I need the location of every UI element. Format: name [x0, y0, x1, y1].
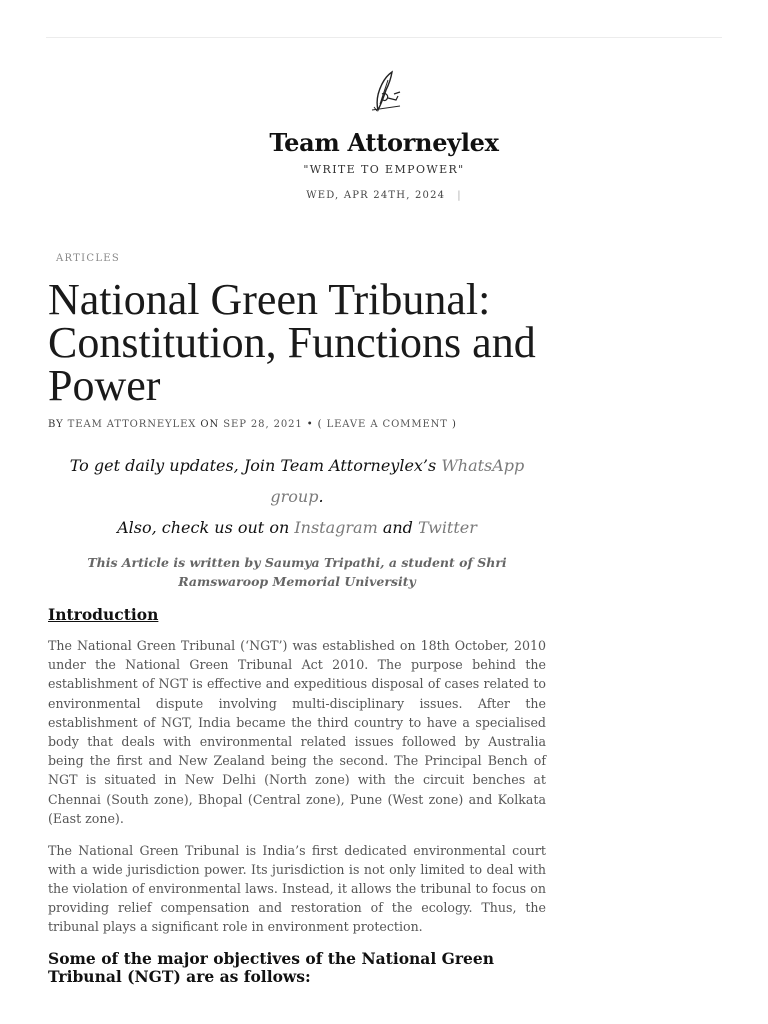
updates-text-1: To get daily updates, Join Team Attorneylex’s: [69, 456, 442, 475]
site-header: [0, 66, 768, 201]
meta-bullet: •: [306, 419, 314, 430]
post-meta: [48, 419, 546, 430]
updates-line-1: [48, 450, 546, 512]
meta-by: BY: [48, 419, 64, 430]
top-divider: [46, 37, 722, 38]
post-date: SEP 28, 2021: [223, 419, 303, 430]
whatsapp-group-link[interactable]: WhatsApp group: [270, 456, 525, 506]
updates-text-and: and: [377, 518, 419, 537]
leave-comment-link[interactable]: LEAVE A COMMENT: [326, 419, 448, 430]
updates-text-1-suffix: .: [318, 487, 324, 506]
objectives-heading: Some of the major objectives of the National Green Tribunal (NGT) are as follows:: [48, 948, 495, 986]
quill-pen-writing-icon[interactable]: [358, 66, 410, 118]
introduction-heading: Introduction: [48, 605, 159, 624]
current-date: [0, 190, 768, 201]
date-separator: |: [457, 190, 462, 201]
meta-open-paren: (: [317, 419, 323, 430]
meta-close-paren: ): [451, 419, 457, 430]
site-tagline: "WRITE TO EMPOWER": [303, 163, 465, 176]
category-link[interactable]: ARTICLES: [56, 253, 121, 264]
author-link[interactable]: TEAM ATTORNEYLEX: [67, 419, 197, 430]
updates-promo: [48, 450, 546, 543]
intro-paragraph-1: The National Green Tribunal (‘NGT’) was established on 18th October, 2010 under the National Green Tribunal Act 2010. The purpose behind the establishment of NGT is effective and expeditious disposal of cases related to environmental dispute involving multi-disciplinary issues. After the establishment of NGT, India became the third country to have a specialised body that deals with environmental related issues followed by Australia being the first and New Zealand being the second. The Principal Bench of NGT is situated in New Delhi (North zone) with the circuit benches at Chennai (South zone), Bhopal (Central zone), Pune (West zone) and Kolkata (East zone).: [48, 638, 546, 826]
post-title: National Green Tribunal: Constitution, Functions and Power: [48, 275, 536, 410]
meta-on: ON: [200, 419, 220, 430]
intro-paragraph-2: The National Green Tribunal is India’s first dedicated environmental court with a wide jurisdiction power. Its jurisdiction is not only limited to deal with the violation of environmental laws. Instead, it allows the tribunal to focus on providing relief compensation and restoration of the ecology. Thus, the tribunal plays a significant role in environment protection.: [48, 842, 546, 935]
article: [48, 253, 546, 986]
updates-text-2: Also, check us out on: [117, 518, 295, 537]
author-note: This Article is written by Saumya Tripathi, a student of Shri Ramswaroop Memorial University: [87, 555, 507, 589]
date-text: WED, APR 24TH, 2024: [306, 190, 446, 201]
twitter-link[interactable]: Twitter: [418, 518, 477, 537]
updates-line-2: [48, 512, 546, 543]
instagram-link[interactable]: Instagram: [294, 518, 378, 537]
site-title[interactable]: Team Attorneylex: [269, 128, 499, 157]
